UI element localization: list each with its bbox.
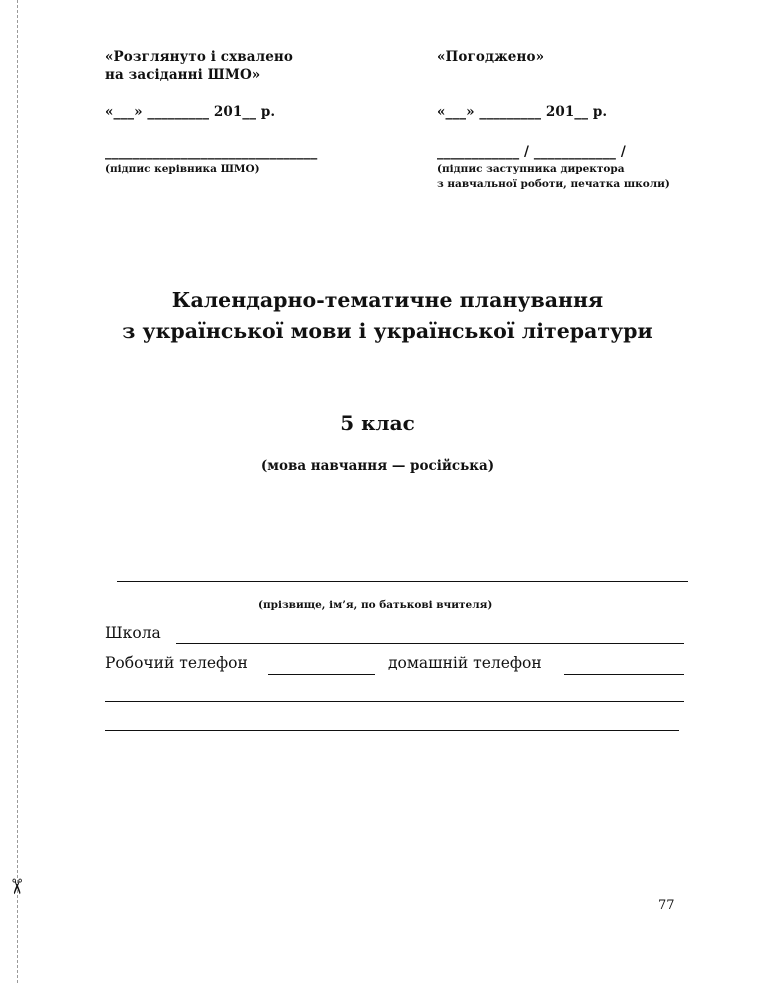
school-field[interactable] bbox=[176, 643, 684, 644]
approval-left-line1: «Розглянуто і схвалено bbox=[105, 49, 293, 65]
approval-right-caption-line1: (підпис заступника директора bbox=[437, 163, 625, 175]
teacher-name-line bbox=[117, 581, 688, 582]
page-title-line1: Календарно-тематичне планування bbox=[171, 288, 604, 312]
cut-line bbox=[17, 0, 18, 983]
grade-label: 5 клас bbox=[340, 411, 415, 435]
approval-right-title: «Погоджено» bbox=[437, 49, 545, 65]
home-phone-label: домашній телефон bbox=[388, 654, 542, 672]
home-phone-field[interactable] bbox=[564, 674, 684, 675]
approval-left-signature-line: _______________________________ bbox=[105, 144, 318, 160]
approval-left-signature-caption: (підпис керівника ШМО) bbox=[105, 163, 260, 175]
instruction-language: (мова навчання — російська) bbox=[260, 458, 495, 474]
approval-left-line2: на засіданні ШМО» bbox=[105, 67, 261, 83]
approval-right-caption-line2: з навчальної роботи, печатка школи) bbox=[437, 178, 670, 190]
approval-left-date: «___» _________ 201__ р. bbox=[105, 104, 276, 120]
school-label: Школа bbox=[105, 624, 161, 642]
page-number: 77 bbox=[658, 898, 675, 913]
blank-line-1[interactable] bbox=[105, 701, 684, 702]
teacher-name-caption: (прізвище, ім’я, по батькові вчителя) bbox=[258, 599, 493, 611]
page-title-line2: з української мови і української літератури bbox=[122, 319, 653, 343]
approval-right-date: «___» _________ 201__ р. bbox=[437, 104, 608, 120]
work-phone-label: Робочий телефон bbox=[105, 654, 248, 672]
work-phone-field[interactable] bbox=[268, 674, 375, 675]
scissors-icon: ✂ bbox=[4, 877, 29, 896]
blank-line-2[interactable] bbox=[105, 730, 679, 731]
approval-right-signature-line: ____________ / ____________ / bbox=[437, 144, 626, 160]
